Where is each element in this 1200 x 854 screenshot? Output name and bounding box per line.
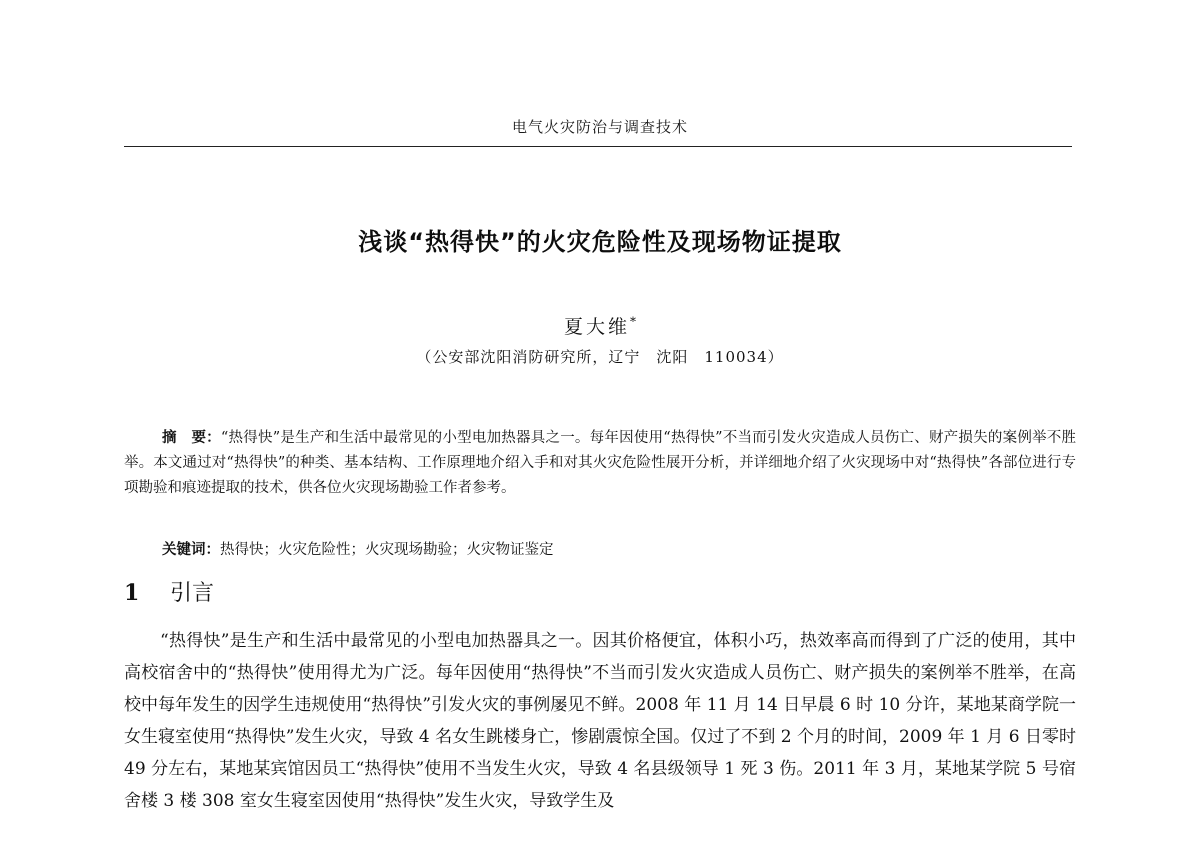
author-name: 夏大维 [563,316,630,338]
keywords [162,538,1076,563]
running-header: 电气火灾防治与调查技术 [511,118,688,136]
keywords-label: 关键词： [162,542,220,558]
header-rule [124,146,1072,147]
affiliation: （公安部沈阳消防研究所，辽宁 沈阳 110034） [416,348,784,366]
abstract-text: “热得快”是生产和生活中最常见的小型电加热器具之一。每年因使用“热得快”不当而引发火灾造成人员伤亡、财产损失的案例举不胜举。本文通过对“热得快”的种类、基本结构、工作原理地介绍入手和对其火灾危险性展开分析，并详细地介绍了火灾现场中对“热得快”各部位进行专项勘验和痕迹提取的技术，供各位火灾现场勘验工作者参考。 [124,430,1077,496]
author [0,312,1200,339]
section-heading [124,576,214,607]
abstract-label: 摘 要： [162,430,221,446]
section-title: 引言 [170,581,215,606]
author-footnote-mark: * [630,314,636,329]
paper-title: 浅谈“热得快”的火灾危险性及现场物证提取 [358,228,842,256]
body-paragraph: “热得快”是生产和生活中最常见的小型电加热器具之一。因其价格便宜，体积小巧，热效率高而得到了广泛的使用，其中高校宿舍中的“热得快”使用得尤为广泛。每年因使用“热得快”不当而引发火灾造成人员伤亡、财产损失的案例举不胜举，在高校中每年发生的因学生违规使用“热得快”引发火灾的事例屡见不鲜。2008 年 11 月 14 日早晨 6 时 10 分许，某地某商学院一女生寝室使用“热得快”发生火灾，导致 4 名女生跳楼身亡，惨剧震惊全国。仅过了不到 2 个月的时间，2009 年 1 月 6 日零时 49 分左右，某地某宾馆因员工“热得快”使用不当发生火灾，导致 4 名县级领导 1 死 3 伤。2011 年 3 月，某地某学院 5 号宿舍楼 3 楼 308 室女生寝室因使用“热得快”发生火灾，导致学生及 [124,631,1076,811]
keywords-text: 热得快；火灾危险性；火灾现场勘验；火灾物证鉴定 [220,542,554,558]
section-number: 1 [124,580,140,606]
abstract [124,426,1076,501]
